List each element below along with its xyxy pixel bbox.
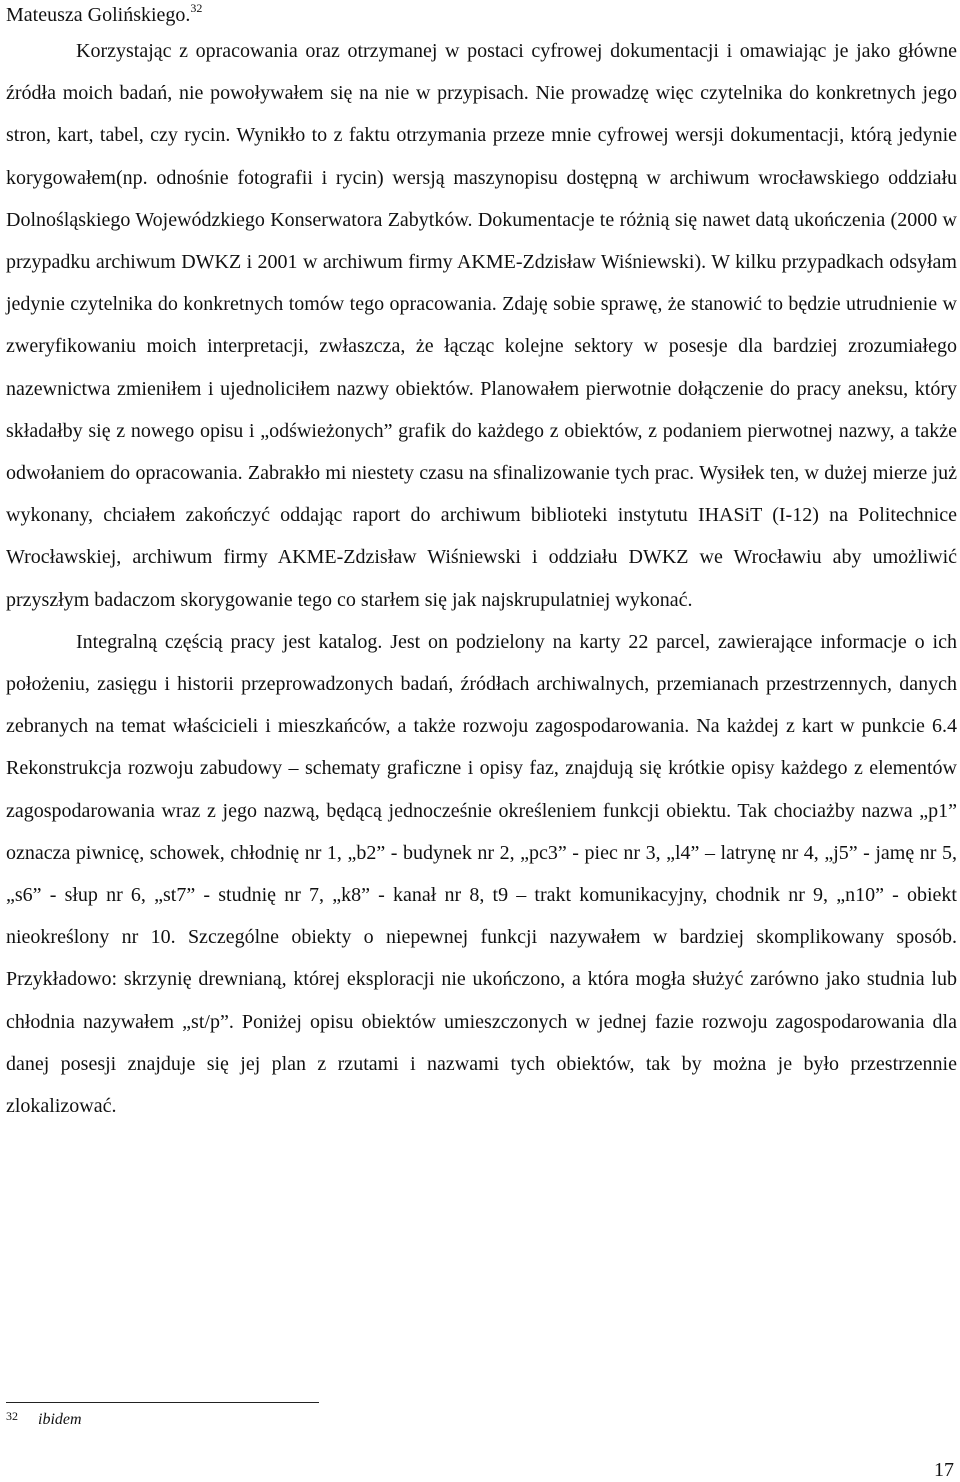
footnote — [6, 1405, 82, 1431]
paragraph: Integralną częścią pracy jest katalog. Jest on podzielony na karty 22 parcel, zawierające informacje o ich położeniu, zasięgu i historii przeprowadzonych badań, źródłach archiwalnych, przemianach przestrzennych, danych zebranych na temat właścicieli i mieszkańców, a także rozwoju zagospodarowania. Na każdej z kart w punkcie 6.4 Rekonstrukcja rozwoju zabudowy – schematy graficzne i opisy faz, znajdują się krótkie opisy każdego z elementów zagospodarowania wraz z jego nazwą, będącą jednocześnie określeniem funkcji obiektu. Tak chociażby nazwa „p1” oznacza piwnicę, schowek, chłodnię nr 1, „b2” - budynek nr 2, „pc3” - piec nr 3, „l4” – latrynę nr 4, „j5” - jamę nr 5, „s6” - słup nr 6, „st7” - studnię nr 7, „k8” - kanał nr 8, t9 – trakt komunikacyjny, chodnik nr 9, „n10” - obiekt nieokreślony nr 10. Szczególne obiekty o niepewnej funkcji nazywałem w bardziej skomplikowany sposób. Przykładowo: skrzynię drewnianą, której eksploracji nie ukończono, a która mogła służyć zarówno jako studnia lub chłodnia nazywałem „st/p”. Poniżej opisu obiektów umieszczonych w jednej fazie rozwoju zagospodarowania dla danej posesji znajduje się jej plan z rzutami i nazwami tych obiektów, tak by można je było przestrzennie zlokalizować. — [6, 630, 957, 1118]
continued-line-text: Mateusza Golińskiego. — [6, 4, 191, 26]
footnote-number: 32 — [6, 1409, 18, 1423]
continued-line — [6, 0, 957, 30]
page-number: 17 — [934, 1459, 954, 1481]
paragraph: Korzystając z opracowania oraz otrzymanej w postaci cyfrowej dokumentacji i omawiając je jako główne źródła moich badań, nie powoływałem się na nie w przypisach. Nie prowadzę więc czytelnika do konkretnych jego stron, kart, tabel, czy rycin. Wynikło to z faktu otrzymania przeze mnie cyfrowej wersji dokumentacji, którą jedynie korygowałem(np. odnośnie fotografii i rycin) wersją maszynopisu dostępną w archiwum wrocławskiego oddziału Dolnośląskiego Wojewódzkiego Konserwatora Zabytków. Dokumentacje te różnią się nawet datą ukończenia (2000 w przypadku archiwum DWKZ i 2001 w archiwum firmy AKME-Zdzisław Wiśniewski). W kilku przypadkach odsyłam jedynie czytelnika do konkretnych tomów tego opracowania. Zdaję sobie sprawę, że stanowić to będzie utrudnienie w zweryfikowaniu moich interpretacji, zwłaszcza, że łącząc kolejne sektory w posesje dla bardziej zrozumiałego nazewnictwa zmieniłem i ujednoliciłem nazwy obiektów. Planowałem pierwotnie dołączenie do pracy aneksu, który składałby się z nowego opisu i „odświeżonych” grafik do każdego z obiektów, z podaniem pierwotnej nazwy, a także odwołaniem do opracowania. Zabrakło mi niestety czasu na sfinalizowanie tych prac. Wysiłek ten, w dużej mierze już wykonany, chciałem zakończyć oddając raport do archiwum biblioteki instytutu IHASiT (I-12) na Politechnice Wrocławskiej, archiwum firmy AKME-Zdzisław Wiśniewski i oddziału DWKZ we Wrocławiu aby umożliwić przyszłym badaczom skorygowanie tego co starłem się jak najskrupulatniej wykonać. — [6, 40, 957, 611]
body-text — [6, 0, 957, 1127]
footnote-separator — [6, 1402, 319, 1403]
footnote-reference: 32 — [190, 1, 203, 15]
footnote-text: ibidem — [38, 1411, 82, 1428]
